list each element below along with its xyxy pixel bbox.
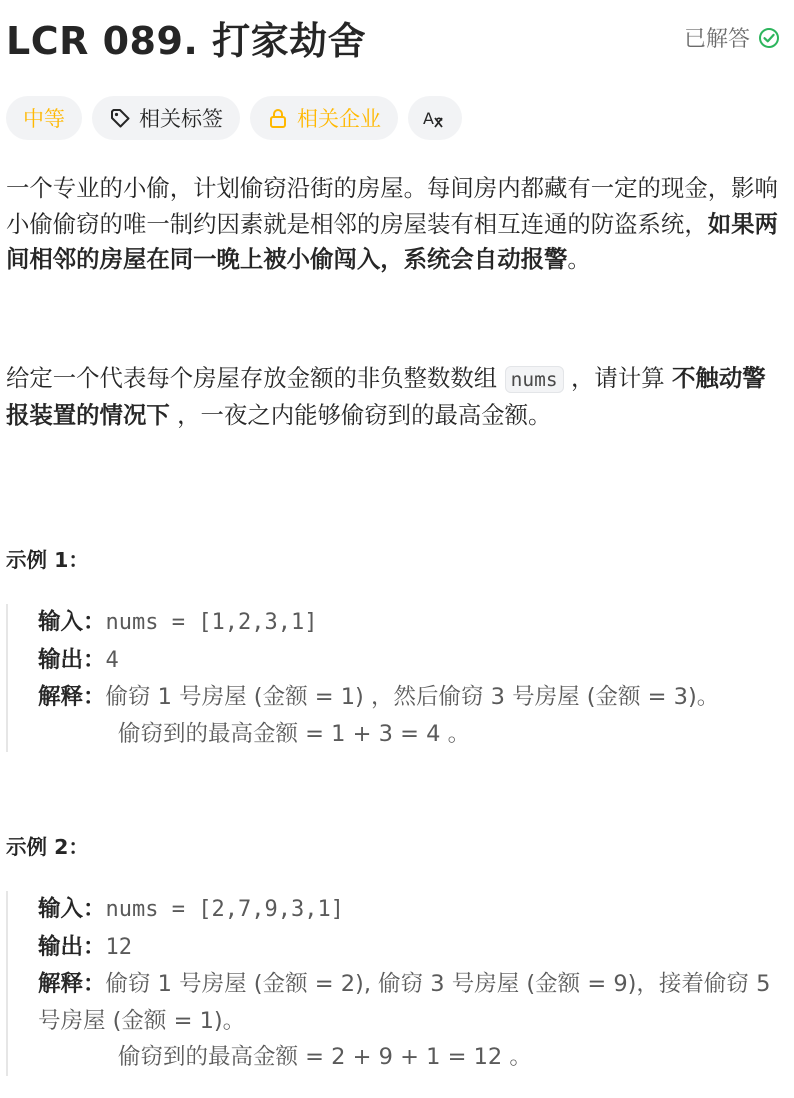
translate-icon <box>422 107 448 129</box>
example-input-line <box>38 604 776 642</box>
input-label: 输入： <box>38 896 106 922</box>
solved-label: 已解答 <box>683 27 750 52</box>
description-text-end: 。 <box>567 245 591 273</box>
example-explanation <box>38 966 776 1039</box>
example-1-title: 示例 1： <box>6 548 89 572</box>
output-value: 4 <box>105 647 119 673</box>
svg-text:A: A <box>423 109 434 128</box>
tag-icon <box>109 107 131 129</box>
lock-icon <box>267 107 289 129</box>
example-explanation-2: 偷窃到的最高金额 = 2 + 9 + 1 = 12 。 <box>118 1044 532 1070</box>
problem-title: LCR 089. 打家劫舍 <box>6 19 367 63</box>
related-tags-button[interactable] <box>92 96 240 140</box>
description-paragraph-2 <box>6 361 782 433</box>
inline-code-nums: nums <box>505 366 564 393</box>
description-text: 给定一个代表每个房屋存放金额的非负整数数组 <box>6 364 505 392</box>
explain-text: 偷窃 1 号房屋 (金额 = 1) ，然后偷窃 3 号房屋 (金额 = 3)。 <box>105 684 720 710</box>
example-explanation-2: 偷窃到的最高金额 = 1 + 3 = 4 。 <box>118 720 471 747</box>
difficulty-badge[interactable] <box>6 96 82 140</box>
input-label: 输入： <box>38 609 106 635</box>
explain-label: 解释： <box>38 971 106 997</box>
example-2-title: 示例 2： <box>6 835 89 859</box>
description-emphasis: 如果两间相邻的房屋在同一晚上被小偷闯入，系统会自动报警 <box>6 209 778 273</box>
example-2-block <box>6 891 776 1076</box>
output-label: 输出： <box>38 933 106 960</box>
description-text: ，请计算 <box>563 364 673 392</box>
description-paragraph-1 <box>6 171 782 278</box>
output-value: 12 <box>105 934 133 960</box>
example-1-block <box>6 604 776 752</box>
explain-text: 偷窃 1 号房屋 (金额 = 2), 偷窃 3 号房屋 (金额 = 9)，接着偷窃 5 号房屋 (金额 = 1)。 <box>38 971 778 1034</box>
input-value: nums = [1,2,3,1] <box>105 610 318 635</box>
input-value: nums = [2,7,9,3,1] <box>105 897 344 922</box>
check-circle-icon <box>758 27 780 49</box>
translate-button[interactable] <box>408 96 462 140</box>
tag-bar <box>6 96 462 140</box>
related-tags-label: 相关标签 <box>139 107 223 131</box>
output-label: 输出： <box>38 646 106 673</box>
example-output-line <box>38 929 776 967</box>
example-output-line <box>38 642 776 680</box>
solved-status[interactable] <box>684 22 780 53</box>
explain-label: 解释： <box>38 684 106 710</box>
example-input-line <box>38 891 776 929</box>
description-text: 一个专业的小偷，计划偷窃沿街的房屋。每间房内都藏有一定的现金，影响小偷偷窃的唯一制约因素就是相邻的房屋装有相互连通的防盗系统， <box>6 174 778 238</box>
difficulty-label: 中等 <box>23 107 65 131</box>
example-explanation <box>38 679 776 716</box>
description-text-end: ，一夜之内能够偷窃到的最高金额。 <box>169 400 552 429</box>
description-emphasis: 不触动警报装置的情况下 <box>6 364 766 429</box>
related-companies-button[interactable] <box>250 96 398 140</box>
related-companies-label: 相关企业 <box>297 107 381 131</box>
